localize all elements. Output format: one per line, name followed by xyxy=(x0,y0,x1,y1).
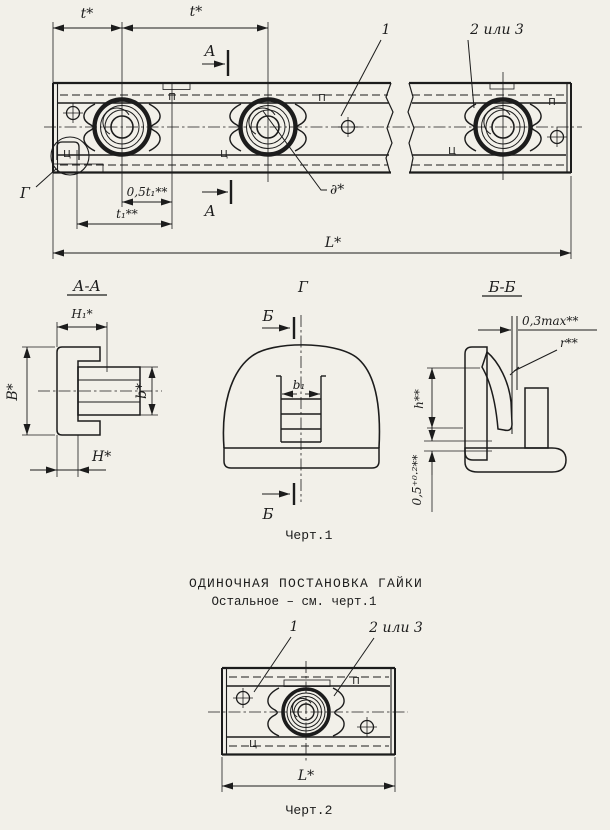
fig1-caption: Черт.1 xyxy=(285,528,333,543)
retainer-clip xyxy=(230,104,241,151)
section-a-label-bottom: А xyxy=(204,202,216,220)
clinch-mark-c: Ц xyxy=(448,146,456,157)
clinch-mark-c: Ц xyxy=(220,149,228,160)
section-a-marks xyxy=(202,42,231,220)
rail-segment-right xyxy=(408,83,571,173)
callout-body-label: 1 xyxy=(381,22,391,38)
rivet-hole xyxy=(338,117,358,137)
fig2-subheading: Остальное – см. черт.1 xyxy=(211,595,377,609)
dim-gap: 0,3max** xyxy=(522,314,579,328)
dim-b1: b₁ xyxy=(292,378,306,392)
retainer-clip xyxy=(530,104,541,151)
view-bb-title: Б-Б xyxy=(488,278,516,296)
clinch-mark-c: Ц xyxy=(63,149,71,160)
rivet-hole xyxy=(357,717,377,737)
clinch-mark-p: П xyxy=(168,92,176,103)
retainer-clip xyxy=(149,104,160,151)
dim-h: h** xyxy=(412,389,426,409)
hole-diameter-label: ∂* xyxy=(330,182,345,198)
clinch-mark-c: Ц xyxy=(249,739,257,750)
dim-t-right: t* xyxy=(189,4,203,20)
rivet-hole xyxy=(63,103,83,123)
callout-nut-label: 2 или 3 xyxy=(369,620,423,636)
dim-t1: t₁** xyxy=(116,207,138,221)
fig2-caption: Черт.2 xyxy=(285,803,333,818)
dim-r: r** xyxy=(560,336,578,350)
axis-lines xyxy=(44,22,582,259)
dim-t-left: t* xyxy=(80,6,94,22)
dim-H: H* xyxy=(92,449,112,465)
view-g-title: Г xyxy=(298,278,308,296)
fig2-heading: ОДИНОЧНАЯ ПОСТАНОВКА ГАЙКИ xyxy=(188,576,424,591)
clinch-mark-p: П xyxy=(548,97,556,108)
base-strip-section xyxy=(224,448,379,468)
nut-top-view xyxy=(230,100,344,199)
clinch-mark-p: П xyxy=(318,93,326,104)
view-g xyxy=(223,278,379,523)
fig1-plan-view xyxy=(19,4,582,259)
section-b-label-bottom: Б xyxy=(262,505,274,523)
dim-half-t1: 0,5t₁** xyxy=(126,185,168,199)
dim-b: b* xyxy=(134,383,150,399)
break-line xyxy=(386,83,393,173)
dim-depth: 0,5⁺⁰·²** xyxy=(410,454,424,506)
callout-nut-label: 2 или 3 xyxy=(470,22,524,38)
break-line xyxy=(408,83,414,173)
rivet-hole xyxy=(547,127,567,147)
section-b-label-top: Б xyxy=(262,307,274,325)
retainer-clip xyxy=(465,104,476,151)
section-a-label-top: А xyxy=(204,42,216,60)
view-aa-title: А-А xyxy=(73,277,101,295)
view-b-b xyxy=(410,278,597,512)
rivet-hole xyxy=(233,688,253,708)
dim-B: B* xyxy=(5,383,21,401)
rail-body xyxy=(208,661,408,762)
dim-length: L* xyxy=(297,768,315,784)
callout-body-label: 1 xyxy=(289,619,299,635)
wall-bar-section xyxy=(525,388,548,448)
detail-g-label: Г xyxy=(20,184,30,202)
detail-g-balloon xyxy=(19,137,89,202)
dim-h1: H₁* xyxy=(71,307,93,321)
retainer-clip xyxy=(295,104,306,151)
retainer-clip xyxy=(84,104,95,151)
fig2-plan-view xyxy=(208,619,423,818)
dim-length: L* xyxy=(324,235,342,251)
clinch-mark-p: П xyxy=(352,676,360,687)
clinch-lobe-outline xyxy=(223,345,379,448)
view-a-a xyxy=(5,277,162,477)
